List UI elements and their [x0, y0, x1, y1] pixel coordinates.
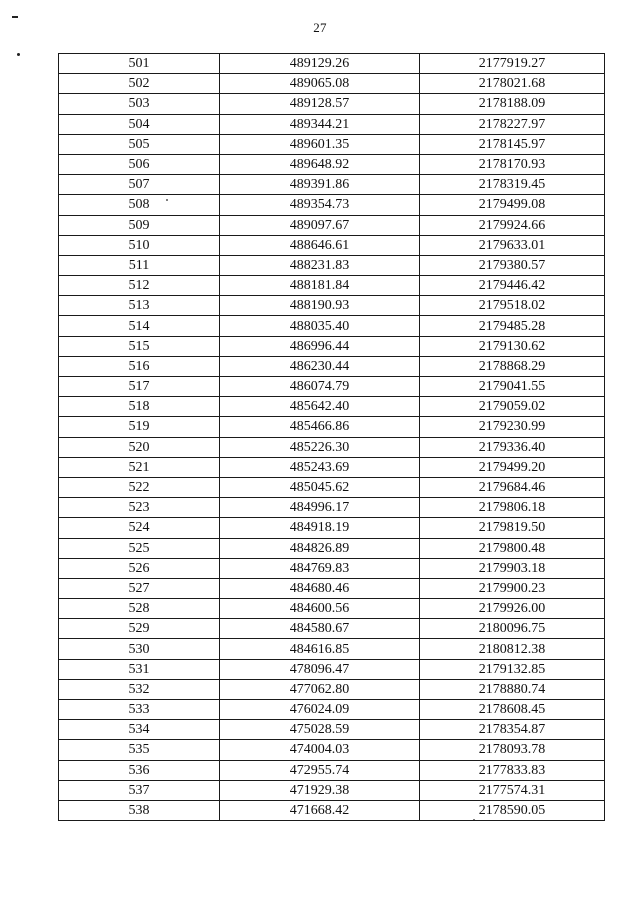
y-coordinate-cell: 2179336.40	[420, 437, 605, 457]
point-number-cell: 535	[59, 740, 220, 760]
y-coordinate-cell: 2179446.42	[420, 276, 605, 296]
x-coordinate-cell: 484918.19	[220, 518, 420, 538]
y-coordinate-cell: 2179499.20	[420, 457, 605, 477]
y-coordinate-cell: 2179800.48	[420, 538, 605, 558]
coordinates-table-body	[59, 54, 605, 821]
x-coordinate-cell: 484826.89	[220, 538, 420, 558]
point-number-cell: 516	[59, 356, 220, 376]
x-coordinate-cell: 475028.59	[220, 720, 420, 740]
x-coordinate-cell: 485466.86	[220, 417, 420, 437]
y-coordinate-cell: 2179684.46	[420, 477, 605, 497]
x-coordinate-cell: 488181.84	[220, 276, 420, 296]
point-number-cell: 527	[59, 578, 220, 598]
x-coordinate-cell: 484600.56	[220, 599, 420, 619]
y-coordinate-cell: 2180096.75	[420, 619, 605, 639]
point-number-cell: 528	[59, 599, 220, 619]
point-number-cell: 529	[59, 619, 220, 639]
table-row	[59, 518, 605, 538]
x-coordinate-cell: 477062.80	[220, 679, 420, 699]
point-number-cell: 519	[59, 417, 220, 437]
x-coordinate-cell: 489601.35	[220, 134, 420, 154]
table-row	[59, 94, 605, 114]
y-coordinate-cell: 2179903.18	[420, 558, 605, 578]
y-coordinate-cell: 2178145.97	[420, 134, 605, 154]
x-coordinate-cell: 489097.67	[220, 215, 420, 235]
x-coordinate-cell: 472955.74	[220, 760, 420, 780]
y-coordinate-cell: 2178170.93	[420, 154, 605, 174]
y-coordinate-cell: 2178354.87	[420, 720, 605, 740]
x-coordinate-cell: 486230.44	[220, 356, 420, 376]
table-row	[59, 215, 605, 235]
y-coordinate-cell: 2179380.57	[420, 255, 605, 275]
y-coordinate-cell: 2179041.55	[420, 377, 605, 397]
point-number-cell: 513	[59, 296, 220, 316]
table-row	[59, 639, 605, 659]
table-row	[59, 175, 605, 195]
x-coordinate-cell: 489129.26	[220, 54, 420, 74]
x-coordinate-cell: 484769.83	[220, 558, 420, 578]
y-coordinate-cell: 2179900.23	[420, 578, 605, 598]
y-coordinate-cell: 2178188.09	[420, 94, 605, 114]
x-coordinate-cell: 489354.73	[220, 195, 420, 215]
y-coordinate-cell: 2179132.85	[420, 659, 605, 679]
table-row	[59, 54, 605, 74]
point-number-cell: 512	[59, 276, 220, 296]
x-coordinate-cell: 489648.92	[220, 154, 420, 174]
y-coordinate-cell: 2178093.78	[420, 740, 605, 760]
point-number-cell: 530	[59, 639, 220, 659]
y-coordinate-cell: 2178227.97	[420, 114, 605, 134]
y-coordinate-cell: 2179130.62	[420, 336, 605, 356]
y-coordinate-cell: 2177574.31	[420, 780, 605, 800]
point-number-cell: 526	[59, 558, 220, 578]
y-coordinate-cell: 2178608.45	[420, 700, 605, 720]
x-coordinate-cell: 486074.79	[220, 377, 420, 397]
point-number-cell: 525	[59, 538, 220, 558]
x-coordinate-cell: 486996.44	[220, 336, 420, 356]
x-coordinate-cell: 474004.03	[220, 740, 420, 760]
y-coordinate-cell: 2179926.00	[420, 599, 605, 619]
y-coordinate-cell: 2179806.18	[420, 498, 605, 518]
point-number-cell: 503	[59, 94, 220, 114]
point-number-cell: 534	[59, 720, 220, 740]
point-number-cell: 518	[59, 397, 220, 417]
table-row	[59, 397, 605, 417]
table-row	[59, 457, 605, 477]
x-coordinate-cell: 484580.67	[220, 619, 420, 639]
table-row	[59, 780, 605, 800]
point-number-cell: 514	[59, 316, 220, 336]
point-number-cell: 509	[59, 215, 220, 235]
x-coordinate-cell: 485243.69	[220, 457, 420, 477]
point-number-cell: 520	[59, 437, 220, 457]
table-row	[59, 599, 605, 619]
point-number-cell: 504	[59, 114, 220, 134]
point-number-cell: 537	[59, 780, 220, 800]
x-coordinate-cell: 476024.09	[220, 700, 420, 720]
table-row	[59, 659, 605, 679]
point-number-cell: 506	[59, 154, 220, 174]
x-coordinate-cell: 485642.40	[220, 397, 420, 417]
x-coordinate-cell: 489128.57	[220, 94, 420, 114]
point-number-cell: 538	[59, 800, 220, 820]
table-row	[59, 377, 605, 397]
point-number-cell: 521	[59, 457, 220, 477]
table-row	[59, 578, 605, 598]
table-row	[59, 154, 605, 174]
x-coordinate-cell: 488646.61	[220, 235, 420, 255]
point-number-cell: 522	[59, 477, 220, 497]
y-coordinate-cell: 2179485.28	[420, 316, 605, 336]
x-coordinate-cell: 488231.83	[220, 255, 420, 275]
x-coordinate-cell: 484680.46	[220, 578, 420, 598]
table-row	[59, 356, 605, 376]
x-coordinate-cell: 484616.85	[220, 639, 420, 659]
x-coordinate-cell: 484996.17	[220, 498, 420, 518]
x-coordinate-cell: 478096.47	[220, 659, 420, 679]
x-coordinate-cell: 471929.38	[220, 780, 420, 800]
table-row	[59, 417, 605, 437]
table-row	[59, 195, 605, 215]
point-number-cell: 505	[59, 134, 220, 154]
table-row	[59, 760, 605, 780]
point-number-cell: 511	[59, 255, 220, 275]
table-row	[59, 276, 605, 296]
point-number-cell: 507	[59, 175, 220, 195]
table-row	[59, 538, 605, 558]
table-row	[59, 114, 605, 134]
point-number-cell: 531	[59, 659, 220, 679]
y-coordinate-cell: 2179499.08	[420, 195, 605, 215]
point-number-cell: 510	[59, 235, 220, 255]
x-coordinate-cell: 489391.86	[220, 175, 420, 195]
point-number-cell: 533	[59, 700, 220, 720]
table-row	[59, 336, 605, 356]
coordinates-table	[58, 53, 605, 821]
table-row	[59, 558, 605, 578]
y-coordinate-cell: 2178021.68	[420, 74, 605, 94]
y-coordinate-cell: 2178880.74	[420, 679, 605, 699]
table-row	[59, 316, 605, 336]
point-number-cell: 532	[59, 679, 220, 699]
y-coordinate-cell: 2179633.01	[420, 235, 605, 255]
x-coordinate-cell: 485045.62	[220, 477, 420, 497]
x-coordinate-cell: 489065.08	[220, 74, 420, 94]
table-row	[59, 437, 605, 457]
table-row	[59, 134, 605, 154]
scan-speck	[12, 16, 18, 18]
x-coordinate-cell: 489344.21	[220, 114, 420, 134]
table-row	[59, 255, 605, 275]
table-row	[59, 498, 605, 518]
table-row	[59, 619, 605, 639]
point-number-cell: 501	[59, 54, 220, 74]
point-number-cell: 502	[59, 74, 220, 94]
table-row	[59, 679, 605, 699]
y-coordinate-cell: 2180812.38	[420, 639, 605, 659]
table-row	[59, 235, 605, 255]
x-coordinate-cell: 471668.42	[220, 800, 420, 820]
table-row	[59, 296, 605, 316]
point-number-cell: 523	[59, 498, 220, 518]
point-number-cell: 524	[59, 518, 220, 538]
table-row	[59, 740, 605, 760]
scan-speck	[17, 53, 20, 56]
y-coordinate-cell: 2179518.02	[420, 296, 605, 316]
y-coordinate-cell: 2178868.29	[420, 356, 605, 376]
y-coordinate-cell: 2179230.99	[420, 417, 605, 437]
table-row	[59, 720, 605, 740]
table-row	[59, 74, 605, 94]
x-coordinate-cell: 488035.40	[220, 316, 420, 336]
y-coordinate-cell: 2177919.27	[420, 54, 605, 74]
table-row	[59, 477, 605, 497]
x-coordinate-cell: 485226.30	[220, 437, 420, 457]
table-row	[59, 700, 605, 720]
y-coordinate-cell: 2179819.50	[420, 518, 605, 538]
point-number-cell: 515	[59, 336, 220, 356]
x-coordinate-cell: 488190.93	[220, 296, 420, 316]
y-coordinate-cell: 2179924.66	[420, 215, 605, 235]
page-number: 27	[313, 20, 327, 35]
y-coordinate-cell: 2178319.45	[420, 175, 605, 195]
table-row	[59, 800, 605, 820]
y-coordinate-cell: 2177833.83	[420, 760, 605, 780]
y-coordinate-cell: 2178590.05	[420, 800, 605, 820]
y-coordinate-cell: 2179059.02	[420, 397, 605, 417]
point-number-cell: 517	[59, 377, 220, 397]
point-number-cell: 508	[59, 195, 220, 215]
point-number-cell: 536	[59, 760, 220, 780]
